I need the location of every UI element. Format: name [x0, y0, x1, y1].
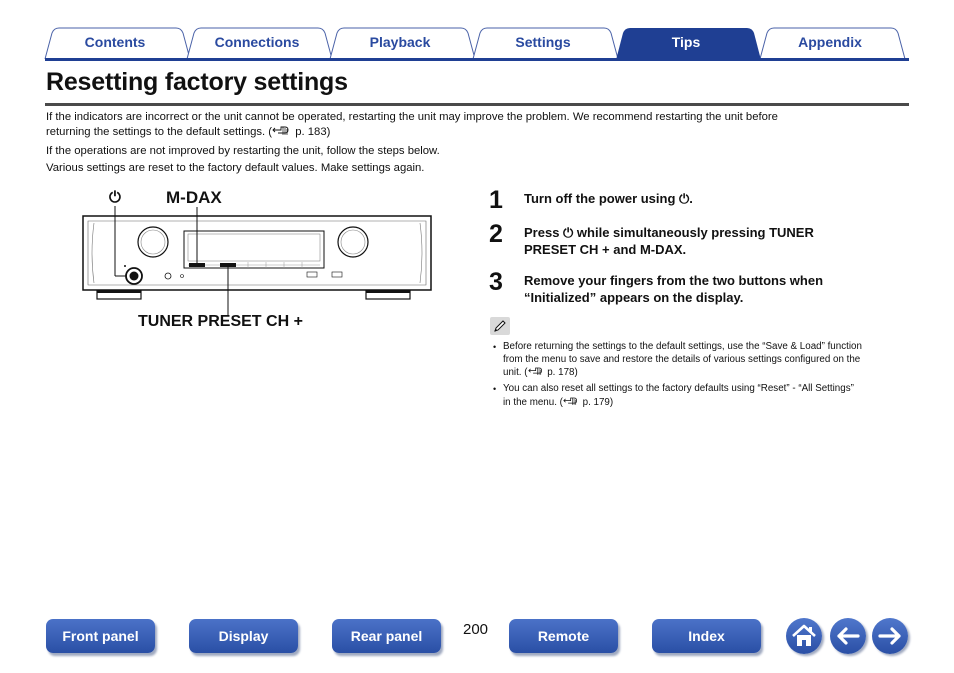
- tab-settings[interactable]: Settings: [515, 34, 571, 50]
- display-button[interactable]: Display: [189, 619, 298, 653]
- rear-panel-button[interactable]: Rear panel: [332, 619, 441, 653]
- note-2-line-2-text: in the menu. (: [503, 397, 563, 408]
- page-number: 200: [463, 621, 489, 638]
- mdax-label: M-DAX: [166, 188, 222, 207]
- step-1-text: Turn off the power using ⏻.: [524, 191, 693, 206]
- remote-button[interactable]: Remote: [509, 619, 618, 653]
- forward-arrow-icon: [872, 618, 908, 654]
- page-reference-link-183[interactable]: p. 183): [292, 126, 331, 138]
- intro-line-3: If the operations are not improved by restarting the unit, follow the steps below.: [46, 145, 440, 157]
- note-1-line-1: Before returning the settings to the default settings, use the “Save & Load” function: [503, 341, 862, 352]
- intro-line-2-text: returning the settings to the default settings. (: [46, 126, 273, 138]
- top-tab-bar: [0, 0, 954, 64]
- note-1-line-2: from the menu to save and restore the details of various settings configured on the: [503, 354, 861, 365]
- page-title: Resetting factory settings: [46, 68, 348, 96]
- note-2-line-2: [503, 396, 911, 410]
- pencil-icon: [490, 317, 510, 335]
- tab-playback[interactable]: Playback: [369, 34, 431, 50]
- page-reference-icon: [563, 396, 580, 406]
- note-1-bullet: •: [493, 342, 497, 352]
- step-2-text: Press ⏻ while simultaneously pressing TUNER PRESET CH + and M-DAX.: [524, 225, 814, 257]
- pencil-note-icon: [490, 317, 510, 335]
- tab-tips[interactable]: Tips: [671, 34, 701, 50]
- step-2-number: 2: [489, 220, 503, 248]
- step-3-text: Remove your fingers from the two buttons when “Initialized” appears on the display.: [524, 273, 824, 305]
- page-reference-icon: [528, 366, 545, 376]
- step-3-number: 3: [489, 268, 503, 296]
- front-panel-button[interactable]: Front panel: [46, 619, 155, 653]
- tab-appendix[interactable]: Appendix: [798, 34, 862, 50]
- home-icon: [786, 618, 822, 654]
- intro-line-4: Various settings are reset to the factory default values. Make settings again.: [46, 162, 425, 174]
- receiver-front-panel-illustration: [80, 185, 440, 335]
- power-symbol-label: ⏻: [109, 189, 121, 206]
- intro-line-1: If the indicators are incorrect or the unit cannot be operated, restarting the unit may improve the problem. We recommend restarting the unit before: [46, 111, 778, 123]
- page-reference-icon: [272, 125, 292, 136]
- tuner-preset-label: TUNER PRESET CH +: [138, 313, 303, 330]
- note-2-bullet: •: [493, 384, 497, 394]
- note-2-line-1: You can also reset all settings to the factory defaults using “Reset” - “All Settings”: [503, 383, 854, 394]
- page-reference-link-179[interactable]: p. 179): [579, 397, 614, 408]
- step-1-number: 1: [489, 186, 503, 214]
- back-button[interactable]: [830, 618, 866, 654]
- home-button[interactable]: [786, 618, 822, 654]
- page-reference-link-178[interactable]: p. 178): [544, 367, 578, 378]
- note-1-line-3: [503, 366, 911, 380]
- forward-button[interactable]: [872, 618, 908, 654]
- back-arrow-icon: [830, 618, 866, 654]
- tab-connections[interactable]: Connections: [214, 34, 300, 50]
- intro-line-2: [46, 125, 330, 140]
- title-divider: [45, 103, 909, 106]
- index-button[interactable]: Index: [652, 619, 761, 653]
- note-1-line-3-text: unit. (: [503, 367, 528, 378]
- tab-contents[interactable]: Contents: [84, 34, 146, 50]
